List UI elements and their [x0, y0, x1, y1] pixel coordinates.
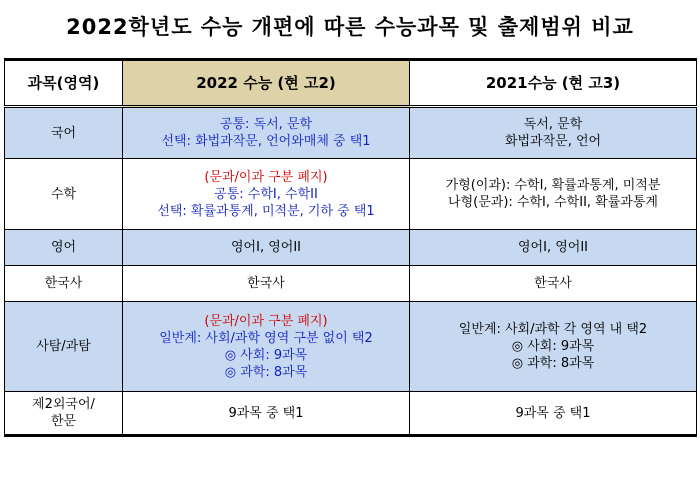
cell-line: ◎ 사회: 9과목 [224, 347, 308, 363]
cell-line: 나형(문과): 수학I, 수학II, 확률과통계 [448, 195, 658, 210]
subject-line: 한문 [50, 414, 77, 429]
cell-line: 일반계: 사회/과학 각 영역 내 택2 [458, 322, 648, 337]
cell-line: 선택: 화법과작문, 언어와매체 중 택1 [161, 134, 371, 149]
cell-2022 [123, 302, 410, 392]
header-2021: 2021수능 (현 고3) [410, 60, 697, 107]
cell-2021 [410, 302, 697, 392]
cell-note: (문과/이과 구분 폐지) [204, 169, 328, 185]
cell-note: (문과/이과 구분 폐지) [204, 313, 328, 329]
subject-line: 제2외국어/ [32, 397, 95, 412]
table-row [5, 230, 697, 266]
table-header-row [5, 60, 697, 107]
cell-line: 독서, 문학 [523, 117, 583, 132]
cell-line: 가형(이과): 수학I, 확률과통계, 미적분 [445, 178, 661, 193]
cell-2021 [410, 159, 697, 230]
table-row [5, 107, 697, 159]
subject-cell: 국어 [5, 107, 123, 159]
cell-2021: 9과목 중 택1 [410, 392, 697, 436]
cell-2022: 영어I, 영어II [123, 230, 410, 266]
cell-line: 공통: 독서, 문학 [219, 117, 313, 132]
subject-cell: 수학 [5, 159, 123, 230]
subject-cell [5, 392, 123, 436]
cell-line: 선택: 확률과통계, 미적분, 기하 중 택1 [157, 203, 375, 219]
comparison-table [4, 58, 697, 437]
cell-line: ◎ 과학: 8과목 [224, 364, 308, 380]
page-title: 2022학년도 수능 개편에 따른 수능과목 및 출제범위 비교 [66, 15, 634, 39]
cell-2022 [123, 159, 410, 230]
table-row [5, 266, 697, 302]
cell-line: 화법과작문, 언어 [504, 134, 602, 149]
subject-cell: 영어 [5, 230, 123, 266]
header-2022: 2022 수능 (현 고2) [123, 60, 410, 107]
cell-line: 공통: 수학I, 수학II [214, 186, 318, 202]
cell-2021: 한국사 [410, 266, 697, 302]
cell-2022: 9과목 중 택1 [123, 392, 410, 436]
cell-2021: 영어I, 영어II [410, 230, 697, 266]
subject-cell: 한국사 [5, 266, 123, 302]
table-row [5, 302, 697, 392]
cell-line: ◎ 과학: 8과목 [511, 356, 595, 371]
cell-2021 [410, 107, 697, 159]
cell-line: ◎ 사회: 9과목 [511, 339, 595, 354]
cell-2022 [123, 107, 410, 159]
table-row [5, 392, 697, 436]
cell-2022: 한국사 [123, 266, 410, 302]
cell-line: 일반계: 사회/과학 영역 구분 없이 택2 [159, 330, 373, 346]
header-subject: 과목(영역) [5, 60, 123, 107]
table-row [5, 159, 697, 230]
subject-cell: 사탐/과탐 [5, 302, 123, 392]
